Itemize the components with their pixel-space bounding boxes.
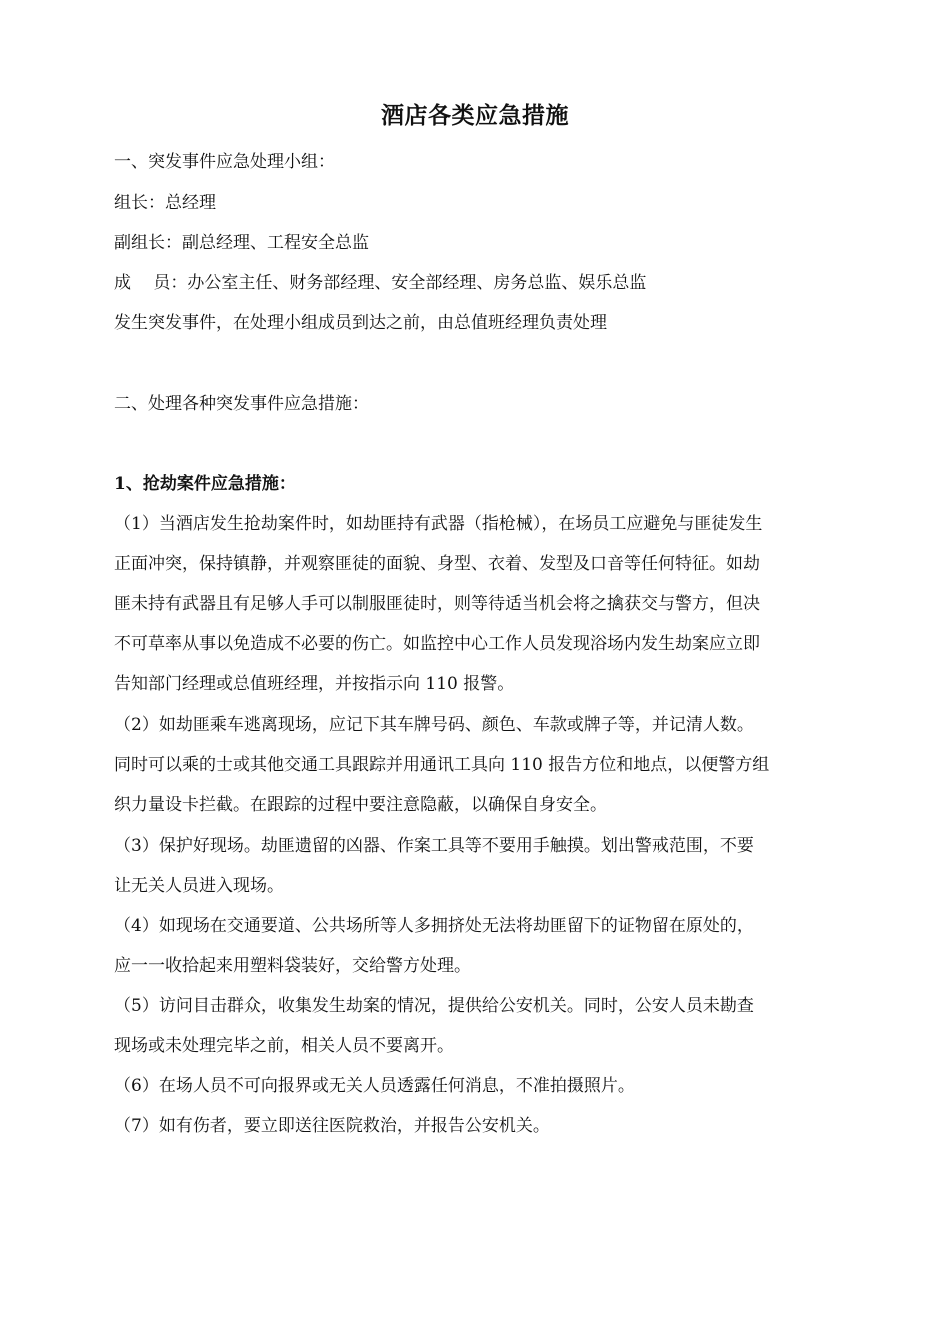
deputy-leader-line: 副组长：副总经理、工程安全总监 xyxy=(114,233,369,253)
section-2-heading: 二、处理各种突发事件应急措施： xyxy=(114,394,369,414)
measure-6-line: （6）在场人员不可向报界或无关人员透露任何消息，不准拍摄照片。 xyxy=(114,1076,635,1096)
measure-1-line: 告知部门经理或总值班经理，并按指示向 110 报警。 xyxy=(114,674,515,694)
measure-6-paragraph xyxy=(114,1066,844,1106)
measure-3-paragraph xyxy=(114,826,844,906)
measure-7-line: （7）如有伤者，要立即送往医院救治，并报告公安机关。 xyxy=(114,1116,550,1136)
measure-5-paragraph xyxy=(114,986,844,1066)
measure-1-line: 匪未持有武器且有足够人手可以制服匪徒时，则等待适当机会将之擒获交与警方，但决 xyxy=(114,594,760,614)
measure-3-line: （3）保护好现场。劫匪遗留的凶器、作案工具等不要用手触摸。划出警戒范围，不要 xyxy=(114,836,754,856)
measure-1-paragraph xyxy=(114,504,844,704)
measure-2-line: 织力量设卡拦截。在跟踪的过程中要注意隐蔽，以确保自身安全。 xyxy=(114,795,607,815)
measure-1-line: 不可草率从事以免造成不必要的伤亡。如监控中心工作人员发现浴场内发生劫案应立即 xyxy=(114,634,760,654)
measure-4-paragraph xyxy=(114,906,844,986)
duty-manager-line: 发生突发事件，在处理小组成员到达之前，由总值班经理负责处理 xyxy=(114,313,607,333)
measure-2-line: 同时可以乘的士或其他交通工具跟踪并用通讯工具向 110 报告方位和地点，以便警方组 xyxy=(114,755,770,775)
measure-2-paragraph xyxy=(114,705,844,825)
measure-2-line: （2）如劫匪乘车逃离现场，应记下其车牌号码、颜色、车款或牌子等，并记清人数。 xyxy=(114,715,754,735)
document-title: 酒店各类应急措施 xyxy=(381,102,569,129)
measure-4-line: 应一一收拾起来用塑料袋装好，交给警方处理。 xyxy=(114,956,471,976)
measure-5-line: 现场或未处理完毕之前，相关人员不要离开。 xyxy=(114,1036,454,1056)
measure-1-line: （1）当酒店发生抢劫案件时，如劫匪持有武器（指枪械），在场员工应避免与匪徒发生 xyxy=(114,514,763,534)
measure-3-line: 让无关人员进入现场。 xyxy=(114,876,284,896)
section-1-heading: 一、突发事件应急处理小组： xyxy=(114,152,335,172)
measure-5-line: （5）访问目击群众，收集发生劫案的情况，提供给公安机关。同时，公安人员未勘查 xyxy=(114,996,754,1016)
group-leader-line: 组长：总经理 xyxy=(114,193,216,213)
measure-1-line: 正面冲突，保持镇静，并观察匪徒的面貌、身型、衣着、发型及口音等任何特征。如劫 xyxy=(114,554,760,574)
members-line: 成 员：办公室主任、财务部经理、安全部经理、房务总监、娱乐总监 xyxy=(114,273,647,293)
measure-7-paragraph xyxy=(114,1106,844,1146)
measure-4-line: （4）如现场在交通要道、公共场所等人多拥挤处无法将劫匪留下的证物留在原处的， xyxy=(114,916,754,936)
robbery-measures-heading: 1、抢劫案件应急措施： xyxy=(114,474,296,494)
